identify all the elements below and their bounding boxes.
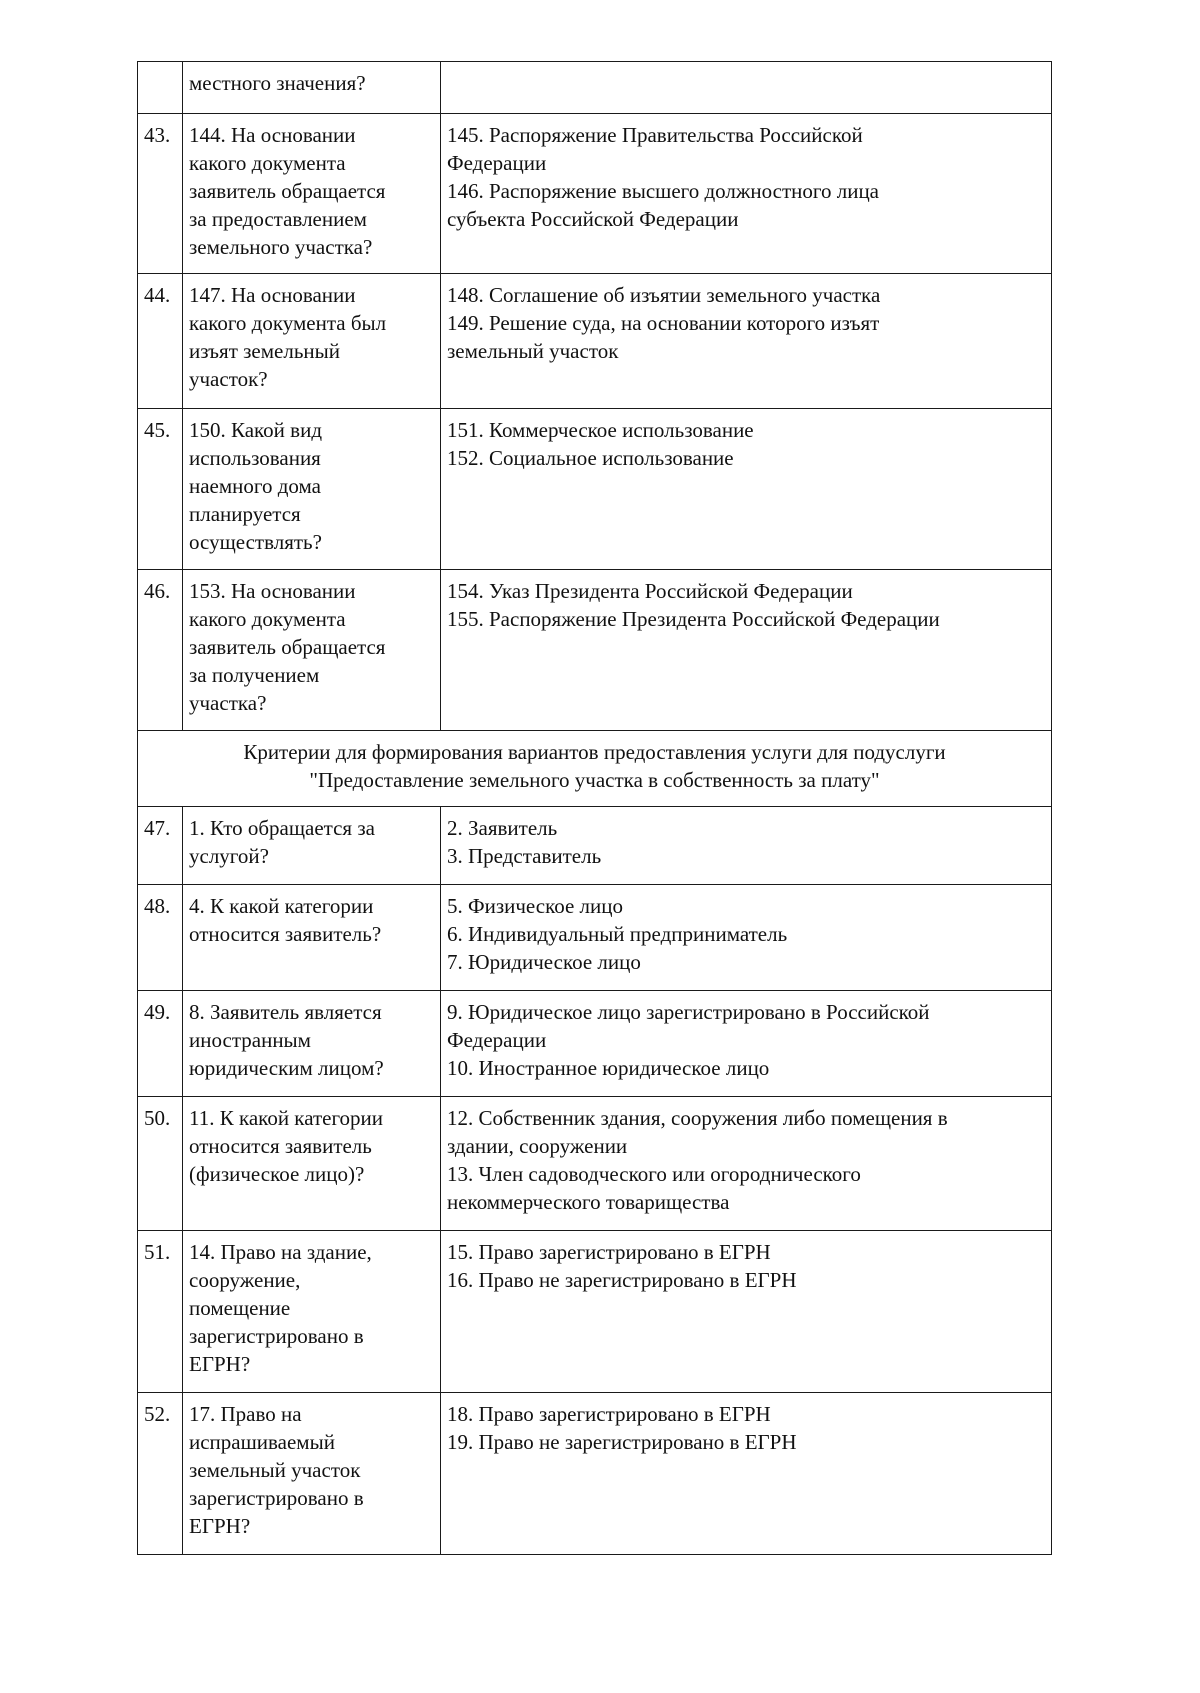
question-cell bbox=[183, 1231, 441, 1393]
table-row bbox=[138, 409, 1052, 570]
answer-line: 2. Заявитель bbox=[447, 816, 558, 840]
answer-cell bbox=[441, 807, 1052, 885]
answer-line: 148. Соглашение об изъятии земельного участка bbox=[447, 283, 881, 307]
question-line: помещение bbox=[189, 1296, 291, 1320]
answer-line: 3. Представитель bbox=[447, 844, 602, 868]
row-number: 44. bbox=[138, 274, 183, 409]
row-number: 49. bbox=[138, 991, 183, 1097]
table-row bbox=[138, 114, 1052, 274]
question-line: земельный участок bbox=[189, 1458, 361, 1482]
answer-line: 146. Распоряжение высшего должностного лица bbox=[447, 179, 880, 203]
row-number: 47. bbox=[138, 807, 183, 885]
question-cell bbox=[183, 114, 441, 274]
answer-line: 154. Указ Президента Российской Федерации bbox=[447, 579, 853, 603]
answer-line: 5. Физическое лицо bbox=[447, 894, 624, 918]
question-line: 147. На основании bbox=[189, 283, 356, 307]
question-line: 4. К какой категории bbox=[189, 894, 374, 918]
answer-line: 6. Индивидуальный предприниматель bbox=[447, 922, 788, 946]
table-row bbox=[138, 1231, 1052, 1393]
table-row bbox=[138, 570, 1052, 731]
row-number: 45. bbox=[138, 409, 183, 570]
answer-cell bbox=[441, 62, 1052, 114]
question-line: за получением bbox=[189, 663, 320, 687]
question-line: 150. Какой вид bbox=[189, 418, 323, 442]
row-number: 52. bbox=[138, 1393, 183, 1555]
question-line: 153. На основании bbox=[189, 579, 356, 603]
question-line: ЕГРН? bbox=[189, 1514, 251, 1538]
answer-cell bbox=[441, 114, 1052, 274]
answer-line: 15. Право зарегистрировано в ЕГРН bbox=[447, 1240, 771, 1264]
question-line: зарегистрировано в bbox=[189, 1486, 364, 1510]
question-line: 17. Право на bbox=[189, 1402, 302, 1426]
answer-line: здании, сооружении bbox=[447, 1134, 628, 1158]
row-number: 50. bbox=[138, 1097, 183, 1231]
question-cell bbox=[183, 1097, 441, 1231]
table-row bbox=[138, 885, 1052, 991]
question-line: какого документа bbox=[189, 151, 346, 175]
question-line: участка? bbox=[189, 691, 267, 715]
question-line: относится заявитель bbox=[189, 1134, 372, 1158]
answer-cell bbox=[441, 1393, 1052, 1555]
question-line: заявитель обращается bbox=[189, 179, 386, 203]
answer-line: Федерации bbox=[447, 151, 547, 175]
question-cell bbox=[183, 1393, 441, 1555]
answer-line: 155. Распоряжение Президента Российской Федерации bbox=[447, 607, 940, 631]
answer-line: 10. Иностранное юридическое лицо bbox=[447, 1056, 770, 1080]
question-line: участок? bbox=[189, 367, 268, 391]
answer-line: 9. Юридическое лицо зарегистрировано в Российской bbox=[447, 1000, 930, 1024]
question-line: местного значения? bbox=[189, 71, 366, 95]
row-number bbox=[138, 62, 183, 114]
question-line: 144. На основании bbox=[189, 123, 356, 147]
question-cell bbox=[183, 991, 441, 1097]
answer-cell bbox=[441, 991, 1052, 1097]
answer-line: 18. Право зарегистрировано в ЕГРН bbox=[447, 1402, 771, 1426]
answer-line: земельный участок bbox=[447, 339, 619, 363]
question-line: изъят земельный bbox=[189, 339, 340, 363]
answer-line: Федерации bbox=[447, 1028, 547, 1052]
question-cell bbox=[183, 409, 441, 570]
question-cell bbox=[183, 807, 441, 885]
section-header-row bbox=[138, 731, 1052, 807]
question-line: юридическим лицом? bbox=[189, 1056, 384, 1080]
table-row bbox=[138, 807, 1052, 885]
question-line: испрашиваемый bbox=[189, 1430, 335, 1454]
question-line: ЕГРН? bbox=[189, 1352, 251, 1376]
answer-cell bbox=[441, 885, 1052, 991]
answer-line: 19. Право не зарегистрировано в ЕГРН bbox=[447, 1430, 797, 1454]
answer-cell bbox=[441, 1097, 1052, 1231]
question-line: зарегистрировано в bbox=[189, 1324, 364, 1348]
row-number: 48. bbox=[138, 885, 183, 991]
question-line: 11. К какой категории bbox=[189, 1106, 384, 1130]
answer-cell bbox=[441, 274, 1052, 409]
question-line: использования bbox=[189, 446, 321, 470]
question-cell bbox=[183, 62, 441, 114]
question-line: сооружение, bbox=[189, 1268, 301, 1292]
table-row bbox=[138, 1393, 1052, 1555]
section-header-line: "Предоставление земельного участка в собственность за плату" bbox=[309, 768, 880, 792]
answer-line: субъекта Российской Федерации bbox=[447, 207, 739, 231]
question-line: иностранным bbox=[189, 1028, 311, 1052]
row-number: 51. bbox=[138, 1231, 183, 1393]
answer-line: 13. Член садоводческого или огороднического bbox=[447, 1162, 861, 1186]
answer-line: 16. Право не зарегистрировано в ЕГРН bbox=[447, 1268, 797, 1292]
question-cell bbox=[183, 570, 441, 731]
question-line: услугой? bbox=[189, 844, 269, 868]
question-line: земельного участка? bbox=[189, 235, 373, 259]
table-row bbox=[138, 991, 1052, 1097]
question-cell bbox=[183, 885, 441, 991]
answer-line: 12. Собственник здания, сооружения либо помещения в bbox=[447, 1106, 948, 1130]
criteria-table bbox=[137, 61, 1052, 1555]
question-line: какого документа bbox=[189, 607, 346, 631]
answer-cell bbox=[441, 1231, 1052, 1393]
question-line: наемного дома bbox=[189, 474, 321, 498]
answer-cell bbox=[441, 409, 1052, 570]
question-line: осуществлять? bbox=[189, 530, 322, 554]
question-line: заявитель обращается bbox=[189, 635, 386, 659]
table-row bbox=[138, 1097, 1052, 1231]
answer-line: 149. Решение суда, на основании которого изъят bbox=[447, 311, 880, 335]
answer-line: 145. Распоряжение Правительства Российской bbox=[447, 123, 863, 147]
question-line: какого документа был bbox=[189, 311, 387, 335]
answer-line: 7. Юридическое лицо bbox=[447, 950, 641, 974]
table-row bbox=[138, 62, 1052, 114]
row-number: 46. bbox=[138, 570, 183, 731]
question-cell bbox=[183, 274, 441, 409]
question-line: планируется bbox=[189, 502, 301, 526]
section-header bbox=[138, 731, 1052, 807]
question-line: за предоставлением bbox=[189, 207, 367, 231]
question-line: относится заявитель? bbox=[189, 922, 382, 946]
question-line: 8. Заявитель является bbox=[189, 1000, 382, 1024]
answer-line: некоммерческого товарищества bbox=[447, 1190, 730, 1214]
section-header-line: Критерии для формирования вариантов предоставления услуги для подуслуги bbox=[243, 740, 946, 764]
row-number: 43. bbox=[138, 114, 183, 274]
table-row bbox=[138, 274, 1052, 409]
question-line: (физическое лицо)? bbox=[189, 1162, 365, 1186]
answer-cell bbox=[441, 570, 1052, 731]
question-line: 1. Кто обращается за bbox=[189, 816, 375, 840]
question-line: 14. Право на здание, bbox=[189, 1240, 372, 1264]
answer-line: 151. Коммерческое использование bbox=[447, 418, 754, 442]
answer-line: 152. Социальное использование bbox=[447, 446, 734, 470]
